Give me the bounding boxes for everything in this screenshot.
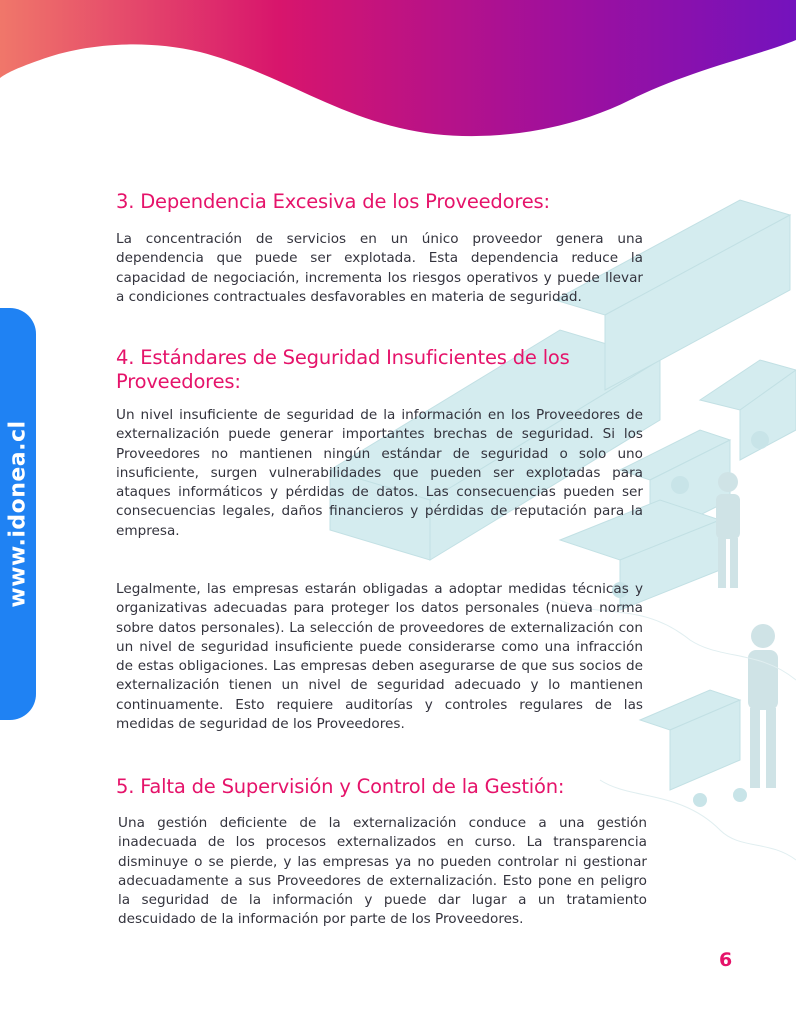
section-4-paragraph-1: Un nivel insuficiente de seguridad de la información en los Proveedores de externalización puede generar importantes brechas de seguridad. Si los Proveedores no mantienen ningún estándar de seguridad o solo uno insuficiente, surgen vulnerabilidades que pueden ser explotadas para ataques informáticos y pérdidas de datos. Las consecuencias pueden ser consecuencias legales, daños financieros y pérdidas de reputación para la empresa. [116, 407, 643, 539]
section-3-paragraph: La concentración de servicios en un único proveedor genera una dependencia que puede ser explotada. Esta dependencia reduce la capacidad de negociación, incrementa los riesgos operativos y puede llevar a condiciones contractuales desfavorables en materia de seguridad. [116, 231, 643, 305]
section-3-heading: 3. Dependencia Excesiva de los Proveedores: [116, 190, 550, 213]
section-5-paragraph: Una gestión deficiente de la externalización conduce a una gestión inadecuada de los procesos externalizados en curso. La transparencia disminuye o se pierde, y las empresas ya no pueden controlar ni gestionar adecuadamente a sus Proveedores de externalización. Esto pone en peligro la seguridad de la información y puede dar lugar a un tratamiento descuidado de la información por parte de los Proveedores. [118, 815, 647, 928]
section-5-heading: 5. Falta de Supervisión y Control de la Gestión: [116, 775, 565, 798]
page-number: 6 [719, 949, 733, 971]
website-url[interactable]: www.idonea.cl [5, 420, 31, 608]
section-4-paragraph-2: Legalmente, las empresas estarán obligadas a adoptar medidas técnicas y organizativas adecuadas para proteger los datos personales (nueva norma sobre datos personales). La selección de proveedores de externalización con un nivel de seguridad insuficiente puede considerarse como una infracción de estas obligaciones. Las empresas deben asegurarse de que sus socios de externalización tienen un nivel de seguridad adecuado y lo mantienen continuamente. Esto requiere auditorías y controles regulares de las medidas de seguridad de los Proveedores. [116, 581, 643, 733]
section-4-heading: 4. Estándares de Seguridad Insuficientes de los Proveedores: [116, 346, 570, 393]
